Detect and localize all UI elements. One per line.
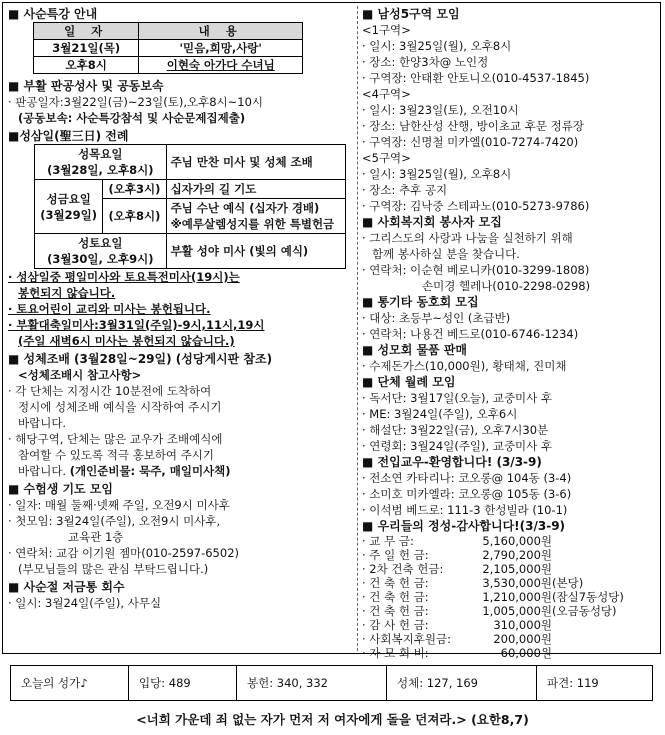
lecture-speaker: 이현숙 아가다 수녀님 [139, 57, 303, 74]
offering-value: 2,790,200원 [482, 548, 552, 562]
district-5-leader: · 구역장: 김낙중 스테파노(010-5273-9786) [362, 199, 590, 213]
offering-value: 2,105,000원 [482, 562, 552, 576]
guitar-club-heading: ■ 통기타 동호회 모집 [362, 295, 479, 309]
lecture-time: 오후8시 [34, 57, 139, 74]
newcomer-3: · 이석범 베드로: 111-3 한성빌라 (10-1) [362, 503, 568, 517]
triduum-note-3: · 부활대축일미사:3월31일(주일)-9시,11시,19시 [8, 318, 265, 332]
adoration-heading: ■ 성체조배 (3월28일~29일) (성당게시판 참조) [8, 352, 273, 366]
offering-note [552, 646, 642, 660]
offering-value: 3,530,000원 [482, 576, 552, 590]
left-column [8, 6, 353, 611]
offering-note [552, 618, 642, 632]
triduum-heading: ■성삼일(聖三日) 전례 [8, 129, 129, 143]
piggybank-heading: ■ 사순절 저금통 회수 [8, 580, 125, 594]
district-4-date: · 일시: 3월23일(토), 오전10시 [362, 103, 519, 117]
student-prayer-heading: ■ 수험생 기도 모임 [8, 482, 114, 496]
district-4-label: <4구역> [362, 87, 411, 101]
good-friday-time-2: (오후8시) [103, 199, 166, 234]
welfare-heading: ■ 사회복지회 봉사자 모집 [362, 215, 502, 229]
lecture-date: 3월21일(목) [34, 40, 139, 57]
mothers-sale-items: · 수제돈가스(10,000원), 황태채, 진미채 [362, 359, 567, 373]
district-1-leader: · 구역장: 안태환 안토니오(010-4537-1845) [362, 71, 590, 85]
offering-label: · 사회복지후원금: [362, 632, 451, 646]
adoration-line-4: · 해당구역, 단체는 많은 교우가 조배예식에 [8, 432, 223, 446]
triduum-note-1b: 봉헌되지 않습니다. [18, 286, 116, 300]
student-prayer-schedule: · 일자: 매월 둘째·넷째 주일, 오전9시 미사후 [8, 498, 230, 512]
good-friday-time-1: (오후3시) [103, 180, 166, 199]
offerings-list [362, 534, 657, 660]
recessional-hymn: 파견: 119 [547, 676, 599, 690]
lenten-lecture-heading: ■ 사순특강 안내 [8, 7, 98, 21]
offering-note [552, 534, 642, 548]
student-prayer-contact: · 연락처: 교감 이기원 젬마(010-2597-6502) [8, 546, 239, 560]
triduum-note-3b: (주일 새벽6시 미사는 봉헌되지 않습니다.) [18, 334, 235, 348]
offering-note: (오금동성당) [552, 604, 617, 618]
offering-value: 1,005,000원 [482, 604, 552, 618]
district-5-label: <5구역> [362, 151, 411, 165]
offering-note [552, 632, 642, 646]
piggybank-date: · 일시: 3월24일(주일), 사무실 [8, 596, 162, 610]
triduum-note-1: · 성삼일중 평일미사와 토요특전미사(19시)는 [8, 270, 240, 284]
holy-thursday-cell: 성목요일 (3월28일, 오후8시) [35, 145, 167, 180]
offering-note: (잠실7동성당) [552, 590, 624, 604]
mothers-sale-heading: ■ 성모회 물품 판매 [362, 343, 468, 357]
passion-liturgy: 주님 수난 예식 (십자가 경배) ※예루살렘성지를 위한 특별헌금 [166, 199, 345, 234]
monthly-meetings-heading: ■ 단체 월례 모임 [362, 375, 456, 389]
district-1-label: <1구역> [362, 23, 411, 37]
adoration-line-6: 바랍니다. (개인준비물: 묵주, 매일미사책) [18, 464, 231, 478]
offering-value: 5,160,000원 [482, 534, 552, 548]
hymn-bar [10, 665, 653, 701]
triduum-table [34, 144, 346, 269]
student-prayer-first: · 첫모임: 3월24일(주일), 오전9시 미사후, [8, 514, 221, 528]
offerings-heading: ■ 우리들의 정성-감사합니다!(3/3-9) [362, 519, 566, 533]
adoration-subheading: <성체조배시 참고사항> [18, 368, 142, 382]
lecture-topic: '믿음,희망,사랑' [139, 40, 303, 57]
triduum-note-2: · 토요어린이 교리와 미사는 봉헌됩니다. [8, 302, 211, 316]
offering-label: · 감 사 헌 금: [362, 618, 429, 632]
lenten-lecture-table [33, 22, 303, 74]
district-5-place: · 장소: 추후 공지 [362, 183, 448, 197]
newcomer-2: · 소미호 미카엘라: 코오롱@ 105동 (3-6) [362, 487, 572, 501]
district-5-date: · 일시: 3월25일(월), 오후8시 [362, 167, 512, 181]
district-4-leader: · 구역장: 신명철 미카엘(010-7274-7420) [362, 135, 579, 149]
offering-value: 60,000원 [500, 646, 552, 660]
confession-penance: (공동보속: 사순특강참석 및 사순문제집제출) [18, 111, 246, 125]
holy-thursday-liturgy: 주님 만찬 미사 및 성체 조배 [166, 145, 345, 180]
offering-value: 1,210,000원 [482, 590, 552, 604]
newcomer-1: · 전소연 카타리나: 코오롱@ 104동 (3-4) [362, 471, 572, 485]
student-prayer-place: 교육관 1층 [68, 530, 124, 544]
welfare-line-2: 함께 봉사하실 분을 찾습니다. [372, 247, 520, 261]
meeting-me: · ME: 3월24일(주일), 오후6시 [362, 407, 518, 421]
todays-hymn-label: 오늘의 성가♪ [11, 666, 129, 700]
offering-label: · 교 무 금: [362, 534, 414, 548]
offering-note: (본당) [552, 576, 584, 590]
confession-schedule: · 판공일자:3월22일(금)~23일(토),오후8시~10시 [8, 95, 264, 109]
adoration-line-3: 바랍니다. [18, 416, 67, 430]
student-prayer-note: (부모님들의 많은 관심 부탁드립니다.) [18, 562, 209, 576]
welfare-contact-2: 손미경 헬레나(010-2298-0298) [422, 279, 591, 293]
offering-label: · 건 축 헌 금: [362, 604, 429, 618]
good-friday-cell: 성금요일 (3월29일) [35, 180, 103, 234]
column-divider [357, 6, 358, 651]
easter-vigil: 부활 성야 미사 (빛의 예식) [166, 234, 345, 269]
offering-label: · 2차 건축 헌금: [362, 562, 444, 576]
holy-saturday-cell: 성토요일 (3월30일, 오후9시) [35, 234, 167, 269]
adoration-line-1: · 각 단체는 지정시간 10분전에 도착하여 [8, 384, 212, 398]
adoration-line-2: 정시에 성체조배 예식을 시작하여 주시기 [18, 400, 222, 414]
offering-note [552, 548, 642, 562]
content-column-header: 내 용 [139, 23, 303, 40]
offering-value: 200,000원 [493, 632, 552, 646]
way-of-cross: 십자가의 길 기도 [166, 180, 345, 199]
meeting-commentators: · 해설단: 3월22일(금), 오후7시30분 [362, 423, 549, 437]
offering-label: · 건 축 헌 금: [362, 590, 429, 604]
offering-note [552, 562, 642, 576]
district-4-place: · 장소: 남한산성 산행, 방이초교 후문 정류장 [362, 119, 584, 133]
offering-value: 310,000원 [493, 618, 552, 632]
offering-label: · 주 일 헌 금: [362, 548, 429, 562]
gospel-verse: <너희 가운데 죄 없는 자가 먼저 저 여자에게 돌을 던져라.> (요한8,7) [136, 712, 529, 727]
welfare-contact-1: · 연락처: 이순현 베로니카(010-3299-1808) [362, 263, 590, 277]
meeting-readers: · 독서단: 3월17일(오늘), 교중미사 후 [362, 391, 553, 405]
date-column-header: 일 자 [34, 23, 139, 40]
offering-label: · 자 모 회 비: [362, 646, 429, 660]
district-1-date: · 일시: 3월25일(월), 오후8시 [362, 39, 512, 53]
newcomers-heading: ■ 전입교우-환영합니다! (3/3-9) [362, 455, 542, 469]
offering-label: · 건 축 헌 금: [362, 576, 429, 590]
right-column [362, 6, 657, 660]
welfare-line-1: · 그리스도의 사랑과 나눔을 실천하기 위해 [362, 231, 573, 245]
meeting-funeral: · 연령회: 3월24일(주일), 교중미사 후 [362, 439, 553, 453]
guitar-club-target: · 대상: 초등부~성인 (초급반) [362, 311, 511, 325]
mens-district-heading: ■ 남성5구역 모임 [362, 7, 460, 21]
guitar-club-contact: · 연락처: 나용건 베드로(010-6746-1234) [362, 327, 579, 341]
offertory-hymn: 봉헌: 340, 332 [237, 666, 387, 700]
communion-hymn: 성체: 127, 169 [387, 666, 537, 700]
adoration-line-5: 참여할 수 있도록 적극 홍보하여 주시기 [18, 448, 215, 462]
entrance-hymn: 입당: 489 [129, 666, 237, 700]
confession-heading: ■ 부활 판공성사 및 공동보속 [8, 79, 164, 93]
district-1-place: · 장소: 한양3차@ 노인정 [362, 55, 489, 69]
